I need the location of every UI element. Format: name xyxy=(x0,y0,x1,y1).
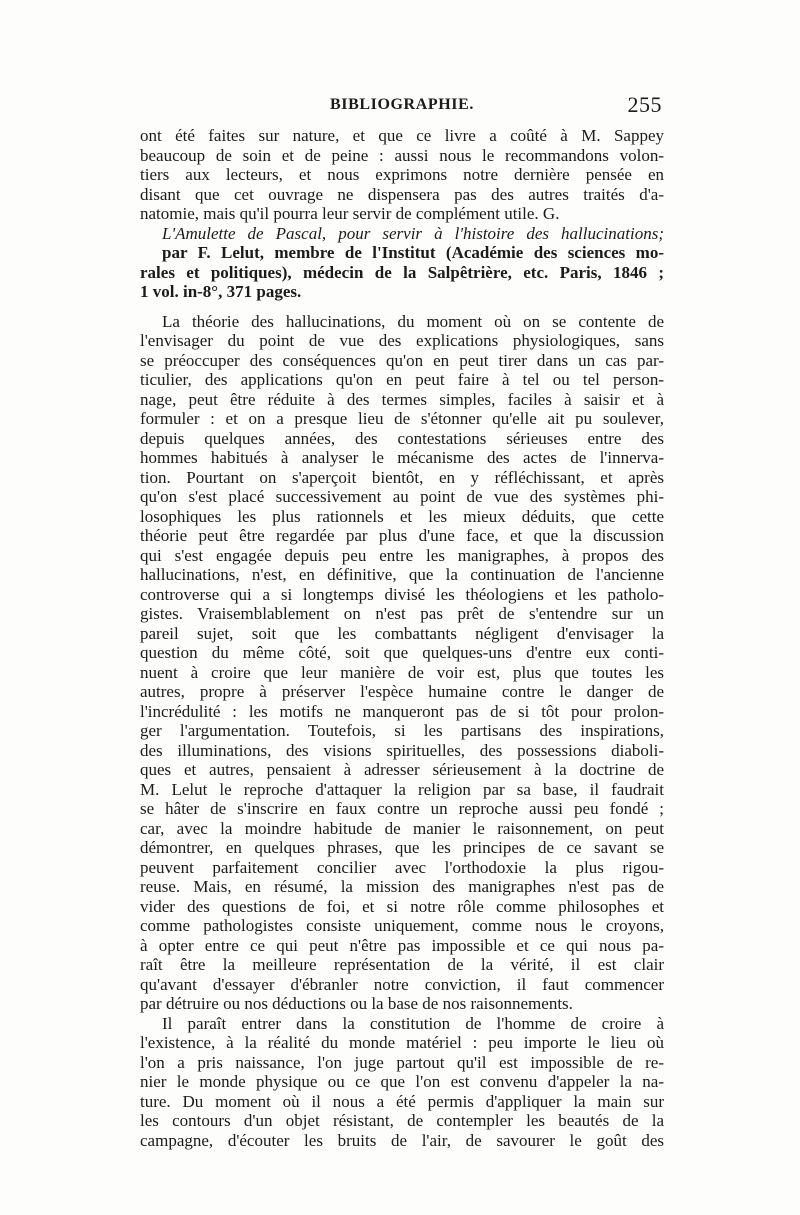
text-line: controverse qui a si longtemps divisé les théologiens et les patholo- xyxy=(140,584,664,604)
text-line: qu'avant d'essayer d'ébranler notre conviction, il faut commencer xyxy=(140,974,664,994)
text-line: les contours d'un objet résistant, de contempler les beautés de la xyxy=(140,1111,664,1130)
text-line: nage, peut être réduite à des termes simples, faciles à saisir et à xyxy=(140,389,664,409)
text-line: l'incrédulité : les motifs ne manqueront pas de si tôt pour prolon- xyxy=(140,701,664,721)
text-line: l'existence, à la réalité du monde matériel : peu importe le lieu où xyxy=(140,1033,664,1052)
page-number: 255 xyxy=(627,92,662,117)
text-line: gistes. Vraisemblablement on n'est pas prêt de s'entendre sur un xyxy=(140,604,664,623)
text-line: hommes habitués à analyser le mécanisme des actes de l'innerva- xyxy=(140,448,664,467)
text-line: l'envisager du point de vue des explications physiologiques, sans xyxy=(140,331,664,350)
book-title-line: L'Amulette de Pascal, pour servir à l'histoire des hallucinations; xyxy=(162,223,664,243)
text-line: reuse. Mais, en résumé, la mission des manigraphes n'est pas de xyxy=(140,877,664,896)
text-line: nuent à croire que leur manière de voir est, plus que toutes les xyxy=(140,662,664,682)
text-line: question du même côté, soit que quelques-uns d'entre eux conti- xyxy=(140,643,664,662)
text-line: La théorie des hallucinations, du moment où on se contente de xyxy=(162,311,664,331)
text-line: ger l'argumentation. Toutefois, si les partisans des inspirations, xyxy=(140,721,664,740)
text-line: autres, propre à préserver l'espèce humaine contre le danger de xyxy=(140,682,664,701)
text-line: hallucinations, n'est, en définitive, que la continuation de l'ancienne xyxy=(140,565,664,584)
text-line: à opter entre ce qui peut n'être pas impossible et ce qui nous pa- xyxy=(140,935,664,955)
book-reference xyxy=(140,224,664,302)
text-line: campagne, d'écouter les bruits de l'air, de savourer le goût des xyxy=(140,1130,664,1150)
text-line: se hâter de s'inscrire en faux contre un reproche aussi peu fondé ; xyxy=(140,799,664,818)
text-line: ont été faites sur nature, et que ce livre a coûté à M. Sappey xyxy=(140,126,664,145)
text-line: losophiques les plus rationnels et les mieux déduits, que cette xyxy=(140,506,664,526)
text-line: l'on a pris naissance, l'on juge partout qu'il est impossible de re- xyxy=(140,1052,664,1072)
paragraph-continuation xyxy=(140,126,664,224)
paragraph-next xyxy=(140,1014,664,1151)
text-line: qu'on s'est placé successivement au point de vue des systèmes phi- xyxy=(140,487,664,506)
text-line: qui s'est engagée depuis peu entre les manigraphes, à propos des xyxy=(140,545,664,565)
text-line: pareil sujet, soit que les combattants négligent d'envisager la xyxy=(140,623,664,643)
paragraph-review xyxy=(140,312,664,1014)
text-line: ticulier, des applications qu'on en peut faire à tel ou tel person- xyxy=(140,370,664,389)
text-line: comme pathologistes consiste uniquement, comme nous le croyons, xyxy=(140,916,664,935)
text-line: ture. Du moment où il nous a été permis d'appliquer la main sur xyxy=(140,1091,664,1111)
text-line: tiers aux lecteurs, et nous exprimons notre dernière pensée en xyxy=(140,165,664,184)
text-line: nier le monde physique ou ce que l'on est convenu d'appeler la na- xyxy=(140,1072,664,1091)
text-line: M. Lelut le reproche d'attaquer la religion par sa base, il faudrait xyxy=(140,779,664,799)
text-line: des illuminations, des visions spirituelles, des possessions diaboli- xyxy=(140,740,664,760)
text-line: théorie peut être regardée par plus d'une face, et que la discussion xyxy=(140,526,664,545)
text-line: tion. Pourtant on s'aperçoit bientôt, en y réfléchissant, et après xyxy=(140,467,664,487)
text-line: ques et autres, pensaient à adresser sérieusement à la doctrine de xyxy=(140,760,664,779)
text-line: depuis quelques années, des contestations sérieuses entre des xyxy=(140,428,664,448)
text-line: Il paraît entrer dans la constitution de l'homme de croire à xyxy=(162,1013,664,1033)
text-line: beaucoup de soin et de peine : aussi nous le recommandons volon- xyxy=(140,145,664,165)
book-title-line: 1 vol. in-8°, 371 pages. xyxy=(140,282,302,301)
text-line: par détruire ou nos déductions ou la base de nos raisonnements. xyxy=(140,994,573,1013)
text-line: démontrer, en quelques phrases, que les principes de ce savant se xyxy=(140,838,664,857)
book-title-line: par F. Lelut, membre de l'Institut (Académie des sciences mo- xyxy=(162,243,664,262)
text-line: vider des questions de foi, et si notre rôle comme philosophes et xyxy=(140,896,664,916)
text-line: raît être la meilleure représentation de la vérité, il est clair xyxy=(140,955,664,974)
text-line: formuler : et on a presque lieu de s'étonner qu'elle ait pu soulever, xyxy=(140,409,664,428)
book-title-line: rales et politiques), médecin de la Salpêtrière, etc. Paris, 1846 ; xyxy=(140,262,664,282)
text-line: car, avec la moindre habitude de manier le raisonnement, on peut xyxy=(140,818,664,838)
paragraph-gap xyxy=(140,302,664,312)
running-title: BIBLIOGRAPHIE. xyxy=(330,96,474,113)
text-block xyxy=(140,126,664,1150)
text-line: disant que cet ouvrage ne dispensera pas des autres traités d'a- xyxy=(140,184,664,204)
running-head xyxy=(140,92,664,122)
text-line: se préoccuper des conséquences qu'on en peut tirer dans un cas par- xyxy=(140,350,664,370)
text-line: natomie, mais qu'il pourra leur servir de complément utile. G. xyxy=(140,204,560,223)
text-line: peuvent parfaitement concilier avec l'orthodoxie la plus rigou- xyxy=(140,857,664,877)
